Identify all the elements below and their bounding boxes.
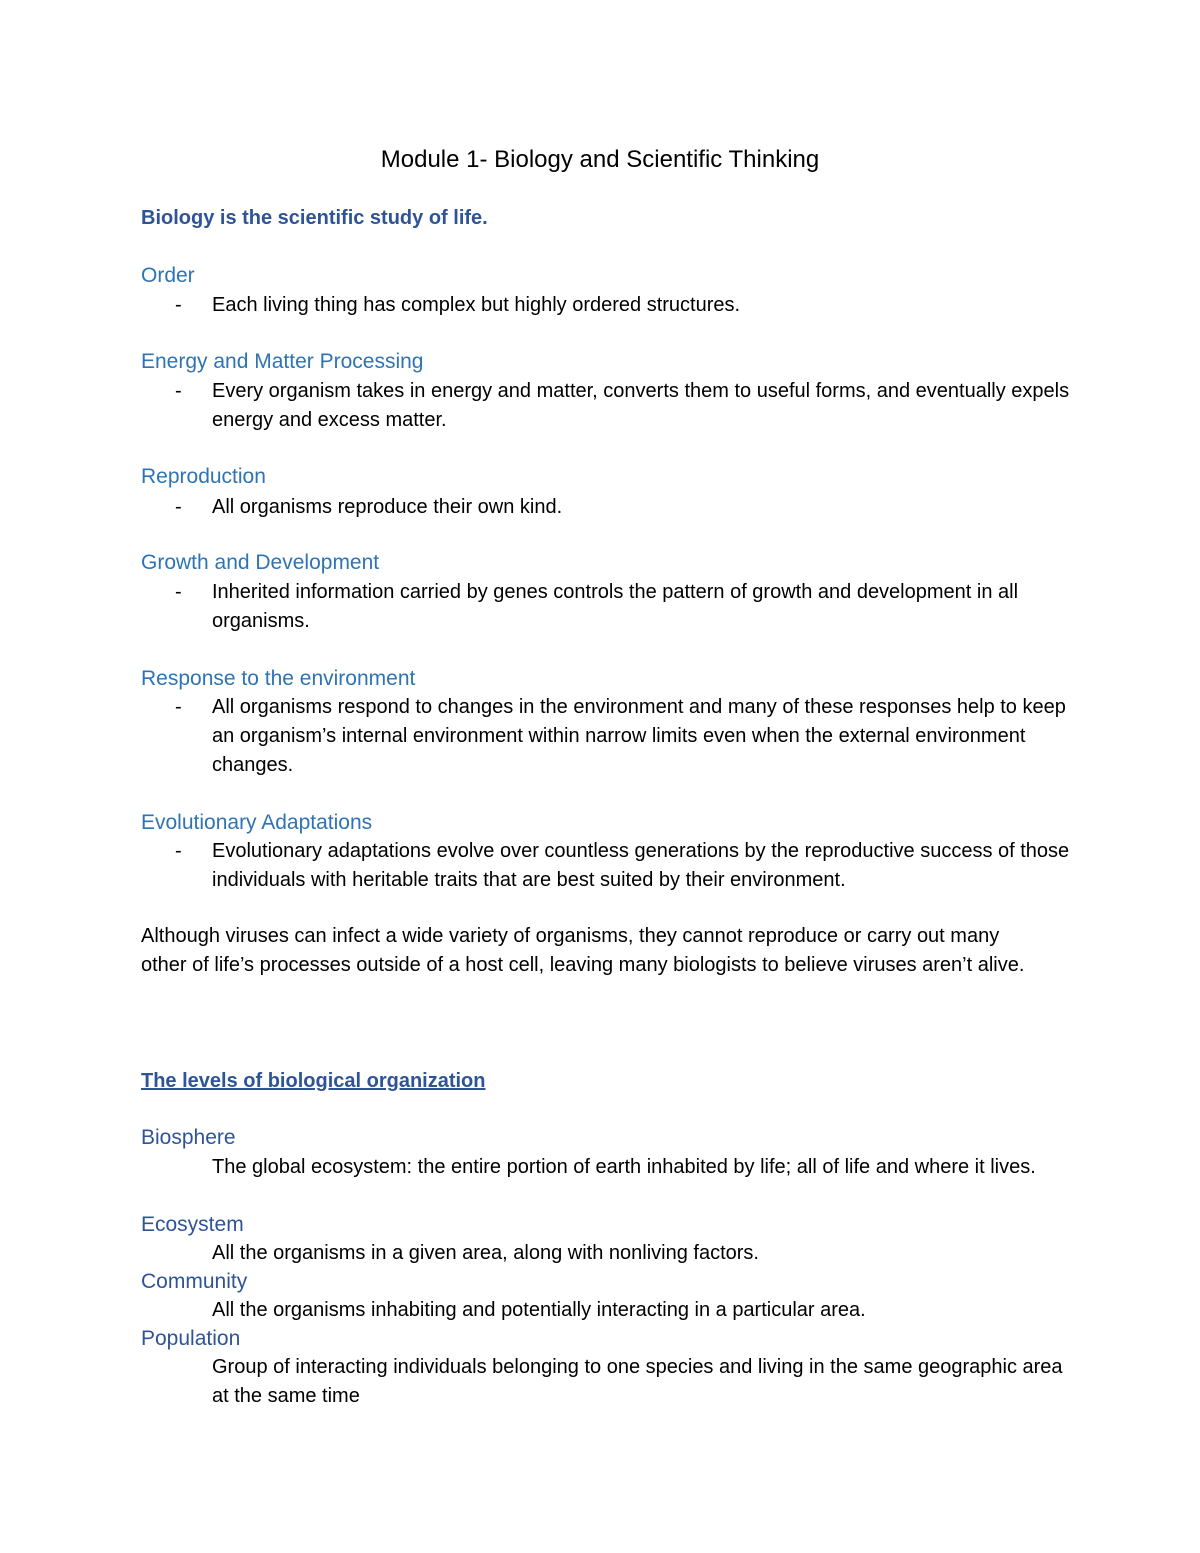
heading-evolutionary-adaptations: Evolutionary Adaptations: [141, 811, 373, 834]
bullet-text: All organisms respond to changes in the environment and many of these responses help to keep an organism’s internal environment within narrow limits even when the external environment changes.: [212, 696, 1066, 776]
term-biosphere: Biosphere: [141, 1126, 236, 1149]
levels-section-title: The levels of biological organization: [141, 1070, 486, 1092]
heading-energy-matter: Energy and Matter Processing: [141, 350, 424, 373]
bullet-text: Every organism takes in energy and matter, converts them to useful forms, and eventually expels energy and excess matter.: [212, 380, 1070, 431]
bullet-dash: -: [175, 581, 182, 603]
heading-reproduction: Reproduction: [141, 465, 266, 488]
bullet-dash: -: [175, 496, 182, 518]
heading-response-environment: Response to the environment: [141, 667, 416, 690]
bullet-dash: -: [175, 840, 182, 862]
bullet-text: Evolutionary adaptations evolve over countless generations by the reproductive success of those individuals with heritable traits that are best suited by their environment.: [212, 840, 1070, 891]
bullet-text: All organisms reproduce their own kind.: [212, 496, 563, 518]
bullet-dash: -: [175, 380, 182, 402]
bullet-text: Inherited information carried by genes controls the pattern of growth and development in all organisms.: [212, 581, 1019, 632]
term-ecosystem: Ecosystem: [141, 1213, 244, 1236]
intro-statement: Biology is the scientific study of life.: [141, 207, 488, 229]
definition-ecosystem: All the organisms in a given area, along with nonliving factors.: [212, 1242, 759, 1264]
definition-community: All the organisms inhabiting and potentially interacting in a particular area.: [212, 1299, 866, 1321]
bullet-dash: -: [175, 696, 182, 718]
definition-biosphere: The global ecosystem: the entire portion of earth inhabited by life; all of life and where it lives.: [212, 1156, 1036, 1178]
page-title: Module 1- Biology and Scientific Thinking: [380, 146, 820, 173]
term-population: Population: [141, 1327, 241, 1350]
bullet-dash: -: [175, 294, 182, 316]
bullet-text: Each living thing has complex but highly ordered structures.: [212, 294, 741, 316]
virus-paragraph: Although viruses can infect a wide variety of organisms, they cannot reproduce or carry out many other of life’s processes outside of a host cell, leaving many biologists to believe viruses aren’t alive.: [141, 925, 1025, 976]
heading-growth-development: Growth and Development: [141, 551, 380, 574]
heading-order: Order: [141, 264, 195, 287]
definition-population: Group of interacting individuals belonging to one species and living in the same geographic area at the same time: [212, 1356, 1063, 1407]
term-community: Community: [141, 1270, 248, 1293]
